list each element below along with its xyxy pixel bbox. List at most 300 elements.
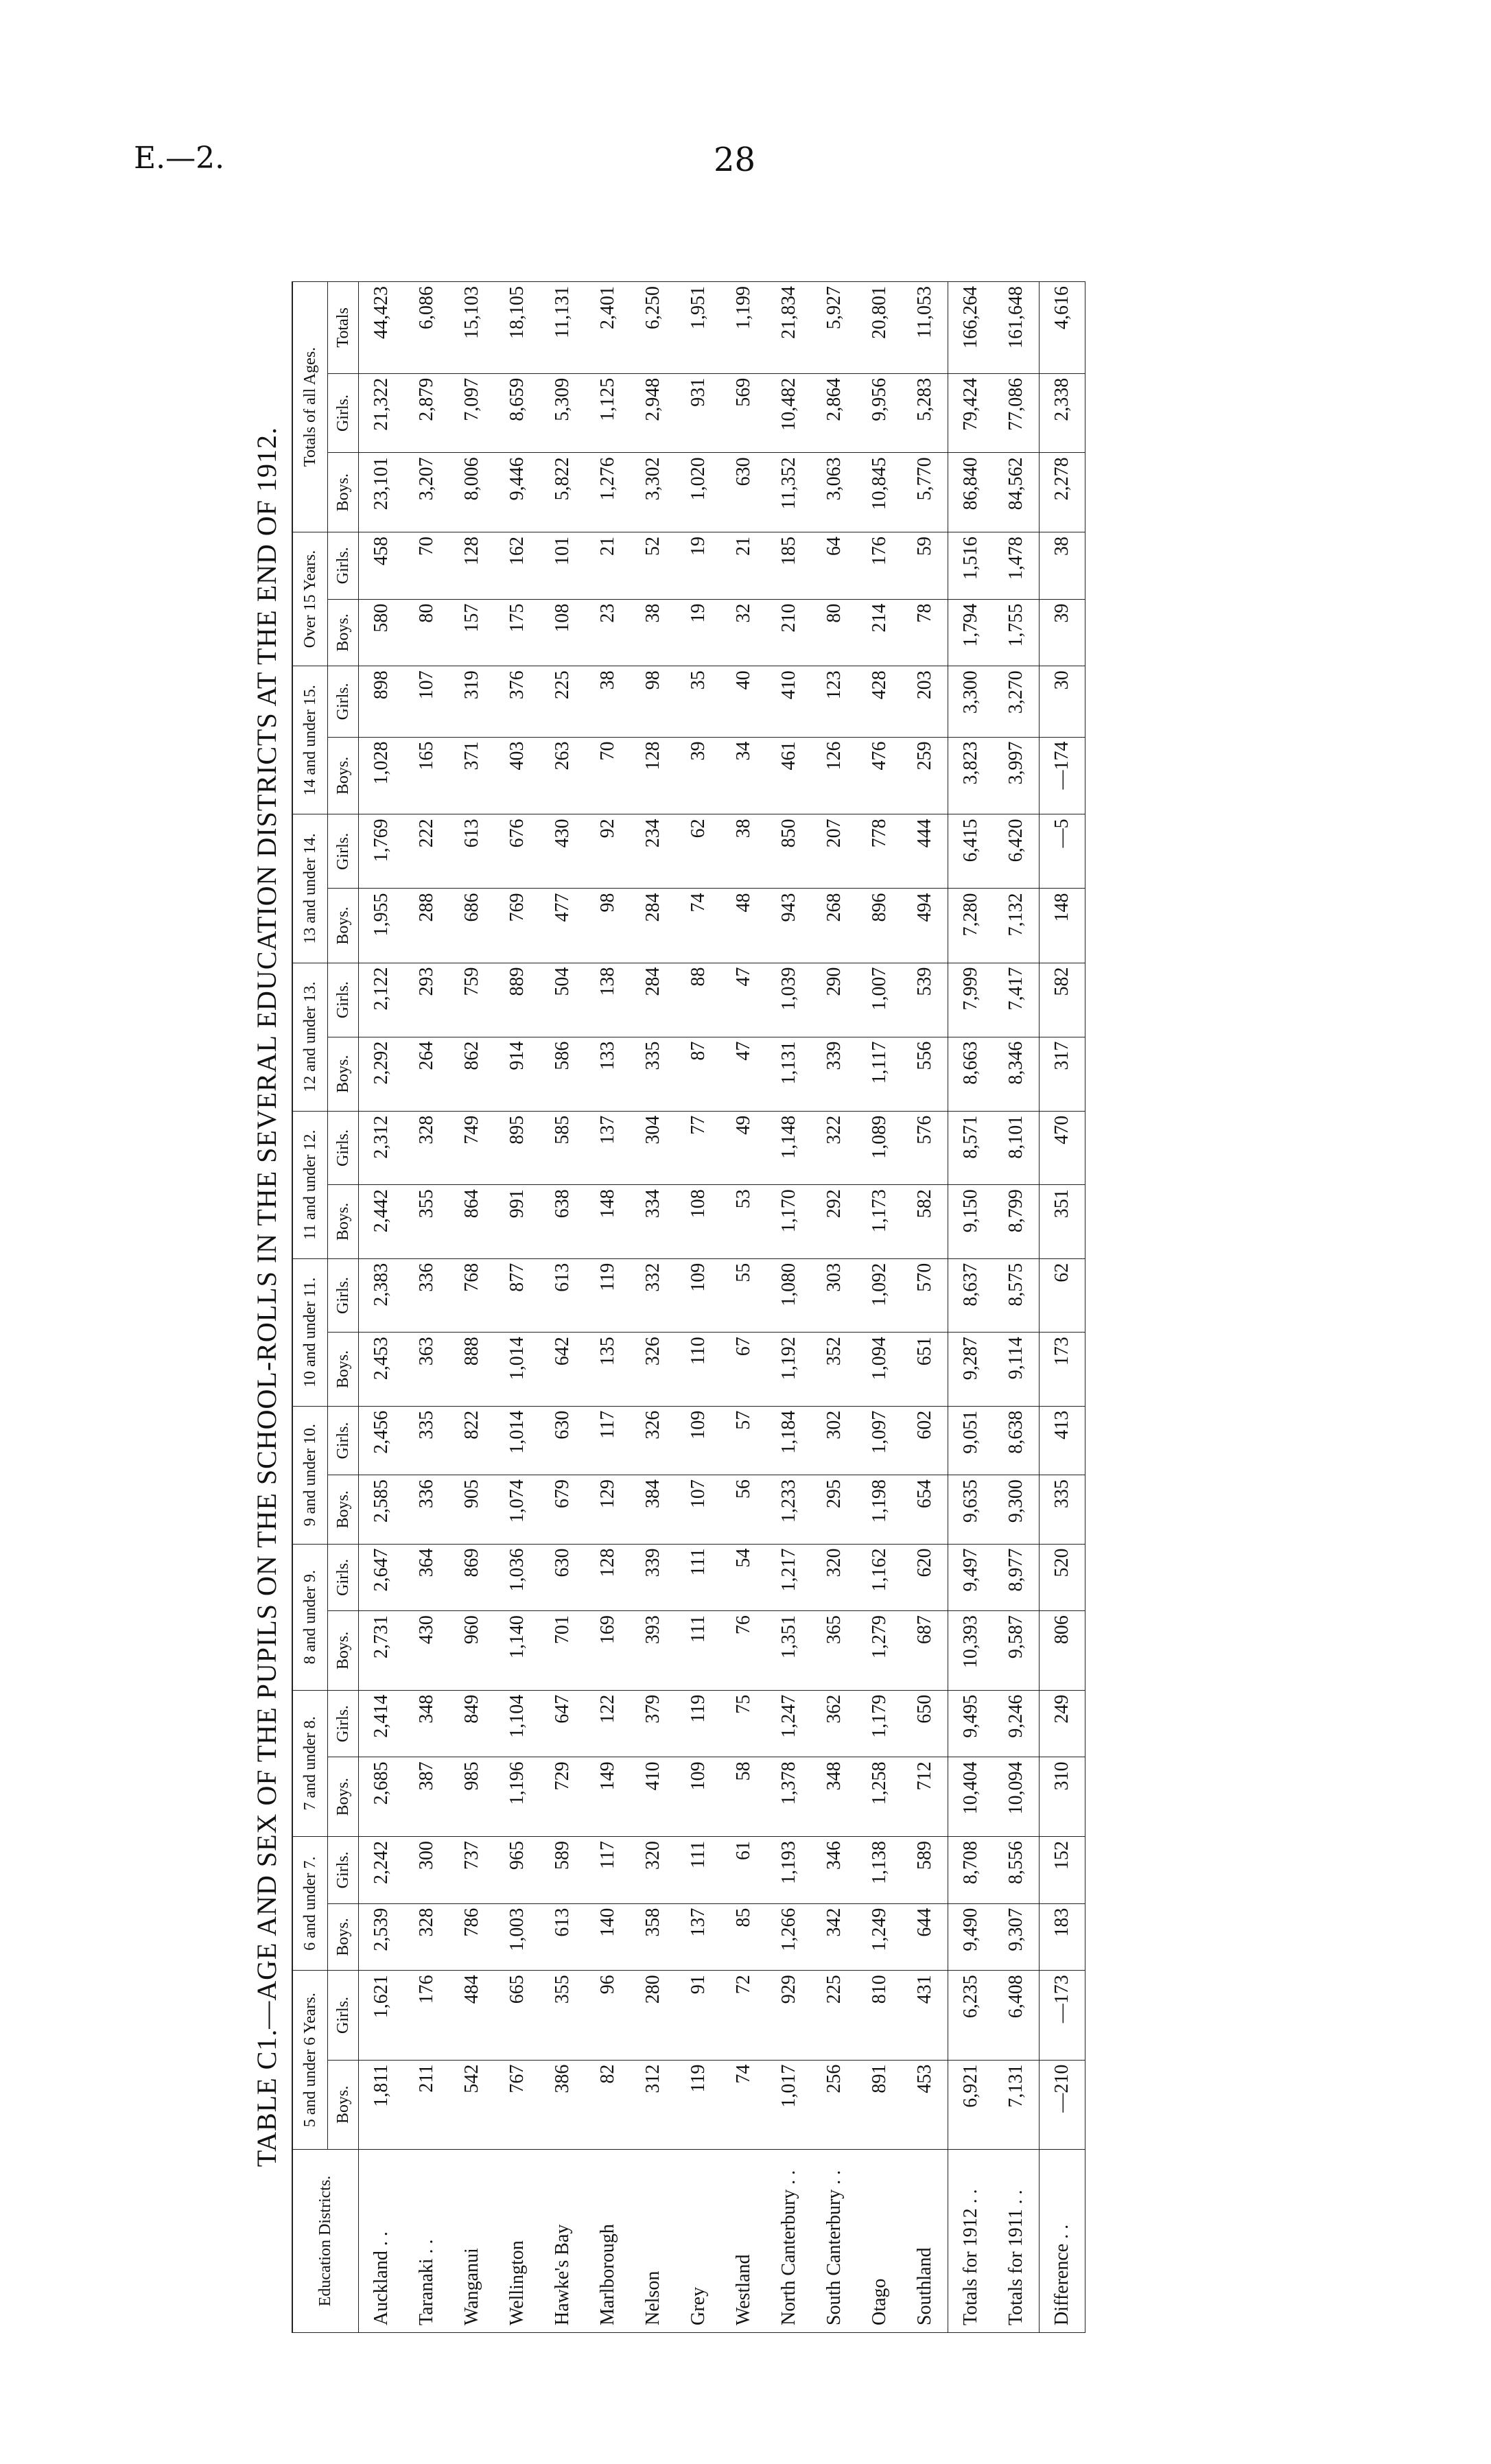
value-cell: 20,801 bbox=[857, 282, 902, 374]
girls-header: Girls. bbox=[328, 1111, 359, 1185]
value-cell: 403 bbox=[495, 737, 540, 814]
value-cell: 7,097 bbox=[449, 373, 495, 453]
value-cell: 108 bbox=[676, 1185, 721, 1259]
value-cell: 9,300 bbox=[994, 1475, 1040, 1544]
girls-header: Girls. bbox=[328, 1544, 359, 1611]
value-cell: 895 bbox=[495, 1111, 540, 1185]
value-cell: 965 bbox=[495, 1837, 540, 1904]
table-row bbox=[585, 282, 631, 2333]
value-cell: 613 bbox=[540, 1258, 585, 1333]
value-cell: 332 bbox=[631, 1258, 676, 1333]
district-name: Hawke's Bay bbox=[540, 2150, 585, 2333]
value-cell: 8,571 bbox=[948, 1111, 994, 1185]
value-cell: 8,575 bbox=[994, 1258, 1040, 1333]
value-cell: 346 bbox=[812, 1837, 857, 1904]
value-cell: 74 bbox=[721, 2060, 766, 2149]
value-cell: 128 bbox=[631, 737, 676, 814]
value-cell: 10,845 bbox=[857, 453, 902, 532]
value-cell: 32 bbox=[721, 599, 766, 666]
district-column-header: Education Districts. bbox=[292, 2150, 359, 2333]
value-cell: 570 bbox=[902, 1258, 948, 1333]
value-cell: 2,122 bbox=[359, 963, 405, 1037]
girls-header: Girls. bbox=[328, 373, 359, 453]
value-cell: 107 bbox=[404, 666, 449, 737]
value-cell: 686 bbox=[449, 889, 495, 963]
girls-header: Girls. bbox=[328, 1258, 359, 1333]
value-cell: 19 bbox=[676, 599, 721, 666]
value-cell: 2,585 bbox=[359, 1475, 405, 1544]
value-cell: 461 bbox=[766, 737, 812, 814]
district-name: Otago bbox=[857, 2150, 902, 2333]
boys-header: Boys. bbox=[328, 737, 359, 814]
value-cell: 589 bbox=[902, 1837, 948, 1904]
value-cell: 5,770 bbox=[902, 453, 948, 532]
girls-header: Girls. bbox=[328, 814, 359, 889]
value-cell: 1,148 bbox=[766, 1111, 812, 1185]
value-cell: 428 bbox=[857, 666, 902, 737]
age-group-header: 8 and under 9. bbox=[292, 1544, 328, 1690]
value-cell: 9,246 bbox=[994, 1690, 1040, 1757]
value-cell: 119 bbox=[585, 1258, 631, 1333]
value-cell: 128 bbox=[585, 1544, 631, 1611]
value-cell: 137 bbox=[585, 1111, 631, 1185]
value-cell: 6,086 bbox=[404, 282, 449, 374]
value-cell: 18,105 bbox=[495, 282, 540, 374]
value-cell: 293 bbox=[404, 963, 449, 1037]
value-cell: 123 bbox=[812, 666, 857, 737]
value-cell: 8,101 bbox=[994, 1111, 1040, 1185]
district-name: Wanganui bbox=[449, 2150, 495, 2333]
value-cell: 1,198 bbox=[857, 1475, 902, 1544]
district-name: Difference . . bbox=[1040, 2150, 1085, 2333]
value-cell: 4,616 bbox=[1040, 282, 1085, 374]
value-cell: 11,053 bbox=[902, 282, 948, 374]
value-cell: 85 bbox=[721, 1903, 766, 1971]
value-cell: 11,352 bbox=[766, 453, 812, 532]
value-cell: 88 bbox=[676, 963, 721, 1037]
value-cell: 183 bbox=[1040, 1903, 1085, 1971]
value-cell: 335 bbox=[631, 1037, 676, 1111]
value-cell: 365 bbox=[812, 1611, 857, 1691]
value-cell: 152 bbox=[1040, 1837, 1085, 1904]
value-cell: 268 bbox=[812, 889, 857, 963]
value-cell: 769 bbox=[495, 889, 540, 963]
value-cell: 1,039 bbox=[766, 963, 812, 1037]
value-cell: 8,006 bbox=[449, 453, 495, 532]
value-cell: 1,017 bbox=[766, 2060, 812, 2149]
value-cell: 3,823 bbox=[948, 737, 994, 814]
value-cell: 862 bbox=[449, 1037, 495, 1111]
value-cell: 111 bbox=[676, 1837, 721, 1904]
value-cell: 363 bbox=[404, 1333, 449, 1407]
value-cell: 898 bbox=[359, 666, 405, 737]
value-cell: 991 bbox=[495, 1185, 540, 1259]
value-cell: 358 bbox=[631, 1903, 676, 1971]
value-cell: 128 bbox=[449, 532, 495, 599]
value-cell: 173 bbox=[1040, 1333, 1085, 1407]
value-cell: 1,020 bbox=[676, 453, 721, 532]
girls-header: Girls. bbox=[328, 1406, 359, 1475]
value-cell: 410 bbox=[631, 1757, 676, 1837]
district-name: Auckland . . bbox=[359, 2150, 405, 2333]
value-cell: 1,192 bbox=[766, 1333, 812, 1407]
value-cell: 712 bbox=[902, 1757, 948, 1837]
value-cell: 2,292 bbox=[359, 1037, 405, 1111]
value-cell: 57 bbox=[721, 1406, 766, 1475]
value-cell: 44,423 bbox=[359, 282, 405, 374]
age-sex-table bbox=[292, 281, 1085, 2333]
value-cell: 444 bbox=[902, 814, 948, 889]
value-cell: 453 bbox=[902, 2060, 948, 2149]
value-cell: 319 bbox=[449, 666, 495, 737]
value-cell: 8,346 bbox=[994, 1037, 1040, 1111]
value-cell: 822 bbox=[449, 1406, 495, 1475]
value-cell: 1,279 bbox=[857, 1611, 902, 1691]
value-cell: 1,003 bbox=[495, 1903, 540, 1971]
value-cell: 542 bbox=[449, 2060, 495, 2149]
value-cell: 1,092 bbox=[857, 1258, 902, 1333]
value-cell: 2,242 bbox=[359, 1837, 405, 1904]
value-cell: 1,184 bbox=[766, 1406, 812, 1475]
value-cell: 8,799 bbox=[994, 1185, 1040, 1259]
value-cell: 602 bbox=[902, 1406, 948, 1475]
value-cell: 379 bbox=[631, 1690, 676, 1757]
value-cell: 175 bbox=[495, 599, 540, 666]
table-row bbox=[994, 282, 1040, 2333]
value-cell: 687 bbox=[902, 1611, 948, 1691]
value-cell: 5,309 bbox=[540, 373, 585, 453]
value-cell: 850 bbox=[766, 814, 812, 889]
value-cell: 302 bbox=[812, 1406, 857, 1475]
value-cell: 225 bbox=[540, 666, 585, 737]
value-cell: 586 bbox=[540, 1037, 585, 1111]
value-cell: 210 bbox=[766, 599, 812, 666]
value-cell: 80 bbox=[404, 599, 449, 666]
value-cell: 87 bbox=[676, 1037, 721, 1111]
value-cell: 891 bbox=[857, 2060, 902, 2149]
value-cell: 701 bbox=[540, 1611, 585, 1691]
age-group-header: 10 and under 11. bbox=[292, 1258, 328, 1406]
district-name: Totals for 1912 . . bbox=[948, 2150, 994, 2333]
value-cell: 1,233 bbox=[766, 1475, 812, 1544]
value-cell: 2,647 bbox=[359, 1544, 405, 1611]
value-cell: 1,351 bbox=[766, 1611, 812, 1691]
value-cell: 749 bbox=[449, 1111, 495, 1185]
value-cell: 651 bbox=[902, 1333, 948, 1407]
table-row bbox=[948, 282, 994, 2333]
value-cell: 284 bbox=[631, 963, 676, 1037]
age-group-header: 14 and under 15. bbox=[292, 666, 328, 814]
value-cell: 317 bbox=[1040, 1037, 1085, 1111]
value-cell: 225 bbox=[812, 1971, 857, 2060]
value-cell: 759 bbox=[449, 963, 495, 1037]
value-cell: 157 bbox=[449, 599, 495, 666]
value-cell: 339 bbox=[631, 1544, 676, 1611]
value-cell: 642 bbox=[540, 1333, 585, 1407]
value-cell: 96 bbox=[585, 1971, 631, 2060]
value-cell: 78 bbox=[902, 599, 948, 666]
value-cell: 108 bbox=[540, 599, 585, 666]
value-cell: 249 bbox=[1040, 1690, 1085, 1757]
district-name: Wellington bbox=[495, 2150, 540, 2333]
value-cell: 58 bbox=[721, 1757, 766, 1837]
value-cell: 9,287 bbox=[948, 1333, 994, 1407]
value-cell: 6,250 bbox=[631, 282, 676, 374]
value-cell: 80 bbox=[812, 599, 857, 666]
district-name: Southland bbox=[902, 2150, 948, 2333]
value-cell: 869 bbox=[449, 1544, 495, 1611]
value-cell: 767 bbox=[495, 2060, 540, 2149]
value-cell: 630 bbox=[721, 453, 766, 532]
value-cell: 2,456 bbox=[359, 1406, 405, 1475]
value-cell: 19 bbox=[676, 532, 721, 599]
value-cell: 169 bbox=[585, 1611, 631, 1691]
value-cell: 312 bbox=[631, 2060, 676, 2149]
value-cell: 7,417 bbox=[994, 963, 1040, 1037]
value-cell: —174 bbox=[1040, 737, 1085, 814]
value-cell: 386 bbox=[540, 2060, 585, 2149]
value-cell: 15,103 bbox=[449, 282, 495, 374]
value-cell: 303 bbox=[812, 1258, 857, 1333]
value-cell: 148 bbox=[1040, 889, 1085, 963]
value-cell: 2,278 bbox=[1040, 453, 1085, 532]
value-cell: 5,927 bbox=[812, 282, 857, 374]
value-cell: 620 bbox=[902, 1544, 948, 1611]
value-cell: 38 bbox=[1040, 532, 1085, 599]
value-cell: 6,415 bbox=[948, 814, 994, 889]
value-cell: 654 bbox=[902, 1475, 948, 1544]
value-cell: 117 bbox=[585, 1837, 631, 1904]
value-cell: 61 bbox=[721, 1837, 766, 1904]
value-cell: 1,162 bbox=[857, 1544, 902, 1611]
value-cell: 679 bbox=[540, 1475, 585, 1544]
value-cell: 2,312 bbox=[359, 1111, 405, 1185]
value-cell: 3,207 bbox=[404, 453, 449, 532]
page-code: E.—2. bbox=[134, 141, 225, 176]
value-cell: 1,794 bbox=[948, 599, 994, 666]
value-cell: 2,685 bbox=[359, 1757, 405, 1837]
value-cell: 64 bbox=[812, 532, 857, 599]
value-cell: 1,094 bbox=[857, 1333, 902, 1407]
value-cell: 48 bbox=[721, 889, 766, 963]
value-cell: 7,280 bbox=[948, 889, 994, 963]
value-cell: 135 bbox=[585, 1333, 631, 1407]
value-cell: 54 bbox=[721, 1544, 766, 1611]
boys-header: Boys. bbox=[328, 1475, 359, 1544]
value-cell: 905 bbox=[449, 1475, 495, 1544]
value-cell: 1,249 bbox=[857, 1903, 902, 1971]
value-cell: 295 bbox=[812, 1475, 857, 1544]
value-cell: 2,338 bbox=[1040, 373, 1085, 453]
value-cell: 82 bbox=[585, 2060, 631, 2149]
value-cell: 211 bbox=[404, 2060, 449, 2149]
table-row bbox=[359, 282, 405, 2333]
value-cell: 1,036 bbox=[495, 1544, 540, 1611]
value-cell: 484 bbox=[449, 1971, 495, 2060]
value-cell: 23 bbox=[585, 599, 631, 666]
value-cell: 1,478 bbox=[994, 532, 1040, 599]
value-cell: 384 bbox=[631, 1475, 676, 1544]
value-cell: 582 bbox=[902, 1185, 948, 1259]
value-cell: 2,453 bbox=[359, 1333, 405, 1407]
value-cell: 288 bbox=[404, 889, 449, 963]
value-cell: 665 bbox=[495, 1971, 540, 2060]
value-cell: 6,408 bbox=[994, 1971, 1040, 2060]
value-cell: 2,864 bbox=[812, 373, 857, 453]
value-cell: 786 bbox=[449, 1903, 495, 1971]
value-cell: 176 bbox=[857, 532, 902, 599]
value-cell: 1,199 bbox=[721, 282, 766, 374]
value-cell: 133 bbox=[585, 1037, 631, 1111]
value-cell: 38 bbox=[721, 814, 766, 889]
value-cell: 877 bbox=[495, 1258, 540, 1333]
totals-header: Totals bbox=[328, 282, 359, 374]
value-cell: 1,140 bbox=[495, 1611, 540, 1691]
value-cell: 7,999 bbox=[948, 963, 994, 1037]
value-cell: 84,562 bbox=[994, 453, 1040, 532]
value-cell: 929 bbox=[766, 1971, 812, 2060]
table-row bbox=[721, 282, 766, 2333]
value-cell: 77,086 bbox=[994, 373, 1040, 453]
age-group-header: 11 and under 12. bbox=[292, 1111, 328, 1258]
table-row bbox=[766, 282, 812, 2333]
value-cell: 589 bbox=[540, 1837, 585, 1904]
value-cell: 126 bbox=[812, 737, 857, 814]
table-row bbox=[449, 282, 495, 2333]
girls-header: Girls. bbox=[328, 963, 359, 1037]
value-cell: 2,731 bbox=[359, 1611, 405, 1691]
boys-header: Boys. bbox=[328, 2060, 359, 2149]
value-cell: 176 bbox=[404, 1971, 449, 2060]
value-cell: 1,217 bbox=[766, 1544, 812, 1611]
value-cell: 1,138 bbox=[857, 1837, 902, 1904]
value-cell: 768 bbox=[449, 1258, 495, 1333]
value-cell: 638 bbox=[540, 1185, 585, 1259]
value-cell: 290 bbox=[812, 963, 857, 1037]
value-cell: 30 bbox=[1040, 666, 1085, 737]
value-cell: 430 bbox=[540, 814, 585, 889]
value-cell: —210 bbox=[1040, 2060, 1085, 2149]
value-cell: 985 bbox=[449, 1757, 495, 1837]
value-cell: 1,955 bbox=[359, 889, 405, 963]
value-cell: 539 bbox=[902, 963, 948, 1037]
girls-header: Girls. bbox=[328, 1837, 359, 1904]
value-cell: 328 bbox=[404, 1903, 449, 1971]
value-cell: 914 bbox=[495, 1037, 540, 1111]
value-cell: 72 bbox=[721, 1971, 766, 2060]
value-cell: 148 bbox=[585, 1185, 631, 1259]
boys-header: Boys. bbox=[328, 1037, 359, 1111]
value-cell: 9,490 bbox=[948, 1903, 994, 1971]
value-cell: 166,264 bbox=[948, 282, 994, 374]
table-caption: TABLE C1.—AGE AND SEX OF THE PUPILS ON THE SCHOOL-ROLLS IN THE SEVERAL EDUCATION DISTRICTS AT THE END OF 1912. bbox=[251, 426, 282, 2168]
value-cell: 376 bbox=[495, 666, 540, 737]
value-cell: 55 bbox=[721, 1258, 766, 1333]
value-cell: 1,258 bbox=[857, 1757, 902, 1837]
value-cell: 3,063 bbox=[812, 453, 857, 532]
value-cell: 335 bbox=[404, 1406, 449, 1475]
district-name: Totals for 1911 . . bbox=[994, 2150, 1040, 2333]
value-cell: 1,951 bbox=[676, 282, 721, 374]
boys-header: Boys. bbox=[328, 1757, 359, 1837]
value-cell: 38 bbox=[631, 599, 676, 666]
value-cell: 352 bbox=[812, 1333, 857, 1407]
value-cell: 960 bbox=[449, 1611, 495, 1691]
value-cell: 5,283 bbox=[902, 373, 948, 453]
value-cell: 348 bbox=[812, 1757, 857, 1837]
value-cell: 39 bbox=[676, 737, 721, 814]
value-cell: 8,659 bbox=[495, 373, 540, 453]
boys-header: Boys. bbox=[328, 1185, 359, 1259]
value-cell: 8,637 bbox=[948, 1258, 994, 1333]
value-cell: 849 bbox=[449, 1690, 495, 1757]
value-cell: 21 bbox=[585, 532, 631, 599]
age-group-header: 13 and under 14. bbox=[292, 814, 328, 963]
value-cell: 585 bbox=[540, 1111, 585, 1185]
value-cell: 101 bbox=[540, 532, 585, 599]
table-row bbox=[404, 282, 449, 2333]
value-cell: 1,769 bbox=[359, 814, 405, 889]
value-cell: 138 bbox=[585, 963, 631, 1037]
value-cell: 119 bbox=[676, 1690, 721, 1757]
value-cell: 10,482 bbox=[766, 373, 812, 453]
value-cell: 1,266 bbox=[766, 1903, 812, 1971]
value-cell: 21,322 bbox=[359, 373, 405, 453]
value-cell: 1,276 bbox=[585, 453, 631, 532]
value-cell: 582 bbox=[1040, 963, 1085, 1037]
value-cell: 284 bbox=[631, 889, 676, 963]
value-cell: 476 bbox=[857, 737, 902, 814]
value-cell: 9,114 bbox=[994, 1333, 1040, 1407]
value-cell: 256 bbox=[812, 2060, 857, 2149]
value-cell: 580 bbox=[359, 599, 405, 666]
value-cell: 477 bbox=[540, 889, 585, 963]
value-cell: 1,179 bbox=[857, 1690, 902, 1757]
value-cell: 21,834 bbox=[766, 282, 812, 374]
district-name: Grey bbox=[676, 2150, 721, 2333]
value-cell: 207 bbox=[812, 814, 857, 889]
value-cell: 1,247 bbox=[766, 1690, 812, 1757]
value-cell: 1,117 bbox=[857, 1037, 902, 1111]
value-cell: 10,094 bbox=[994, 1757, 1040, 1837]
value-cell: 413 bbox=[1040, 1406, 1085, 1475]
value-cell: 122 bbox=[585, 1690, 631, 1757]
value-cell: —5 bbox=[1040, 814, 1085, 889]
value-cell: 393 bbox=[631, 1611, 676, 1691]
value-cell: 650 bbox=[902, 1690, 948, 1757]
value-cell: 2,948 bbox=[631, 373, 676, 453]
girls-header: Girls. bbox=[328, 666, 359, 737]
value-cell: 9,495 bbox=[948, 1690, 994, 1757]
value-cell: 107 bbox=[676, 1475, 721, 1544]
value-cell: 310 bbox=[1040, 1757, 1085, 1837]
value-cell: 2,414 bbox=[359, 1690, 405, 1757]
value-cell: 9,497 bbox=[948, 1544, 994, 1611]
value-cell: 355 bbox=[404, 1185, 449, 1259]
sex-subheader-row bbox=[328, 282, 359, 2333]
value-cell: 806 bbox=[1040, 1611, 1085, 1691]
age-group-header: 5 and under 6 Years. bbox=[292, 1971, 328, 2150]
value-cell: 214 bbox=[857, 599, 902, 666]
value-cell: 1,173 bbox=[857, 1185, 902, 1259]
value-cell: 59 bbox=[902, 532, 948, 599]
value-cell: 2,383 bbox=[359, 1258, 405, 1333]
value-cell: —173 bbox=[1040, 1971, 1085, 2060]
value-cell: 70 bbox=[404, 532, 449, 599]
value-cell: 38 bbox=[585, 666, 631, 737]
value-cell: 9,956 bbox=[857, 373, 902, 453]
value-cell: 1,014 bbox=[495, 1406, 540, 1475]
